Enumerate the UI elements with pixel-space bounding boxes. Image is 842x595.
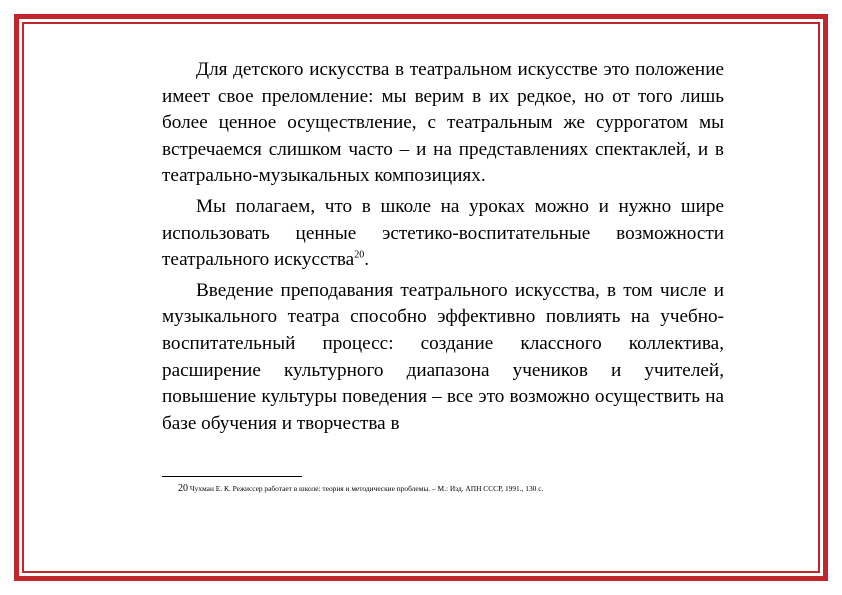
footnote: [178, 484, 718, 494]
paragraph-1: Для детского искусства в театральном искусстве это положение имеет свое преломление: мы верим в их редкое, но от того лишь более ценное осуществление, с театральным же суррогатом мы встречаемся слишком часто – и на представлениях спектаклей, и в театрально-музыкальных композициях.: [162, 59, 724, 187]
footnote-text: Чухман Е. К. Режиссер работает в школе: теория и методические проблемы. – М.: Изд. АПН СССР, 1991., 130 с.: [189, 484, 544, 493]
paragraph-2-end: .: [364, 249, 369, 271]
paragraph-2-text: Мы полагаем, что в школе на уроках можно и нужно шире использовать ценные эстетико-воспитательные возможности театрального искусства: [162, 195, 724, 271]
paragraph-2: [162, 194, 724, 274]
footnote-reference: 20: [354, 249, 365, 261]
paragraph-3: Введение преподавания театрального искусства, в том числе и музыкального театра способно эффективно повлиять на учебно-воспитательный процесс: создание классного коллектива, расширение культурного диапазона учеников и учителей, повышение культуры поведения – все это возможно осуществить на базе обучения и творчества в: [162, 279, 724, 434]
main-text: [162, 57, 724, 437]
footnote-number: 20: [178, 483, 188, 494]
footnote-separator: [162, 476, 302, 477]
